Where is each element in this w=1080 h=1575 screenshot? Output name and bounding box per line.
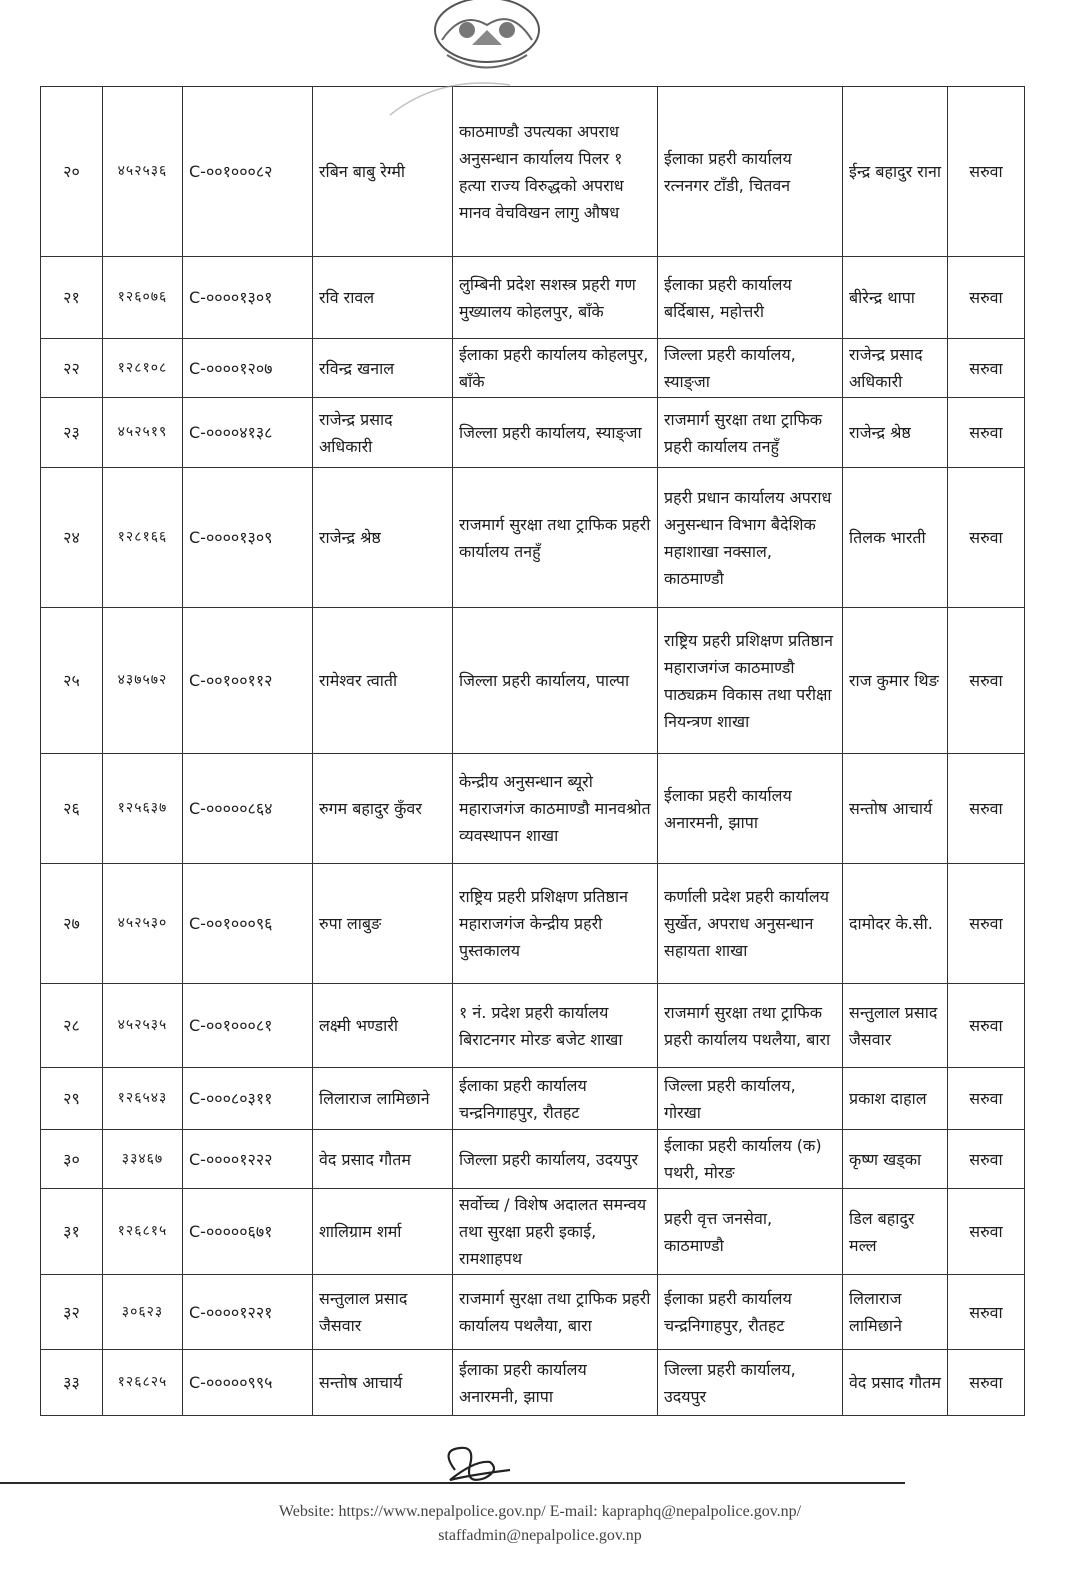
- code-number-cell: C-०००००६७१: [183, 1189, 313, 1275]
- transfer-type-cell: सरुवा: [948, 87, 1025, 257]
- code-number-cell: C-००१०००९६: [183, 864, 313, 984]
- transfer-office-cell: कर्णाली प्रदेश प्रहरी कार्यालय सुर्खेत, अपराध अनुसन्धान सहायता शाखा: [658, 864, 843, 984]
- swap-with-cell: सन्तुलाल प्रसाद जैसवार: [843, 984, 948, 1068]
- current-office-cell: लुम्बिनी प्रदेश सशस्त्र प्रहरी गण मुख्यालय कोहलपुर, बाँके: [453, 257, 658, 339]
- employee-name-cell: लक्ष्मी भण्डारी: [313, 984, 453, 1068]
- employee-name-cell: राजेन्द्र प्रसाद अधिकारी: [313, 398, 453, 468]
- employee-name-cell: रबिन बाबु रेग्मी: [313, 87, 453, 257]
- serial-number-cell: ३०: [41, 1130, 103, 1189]
- swap-with-cell: ईन्द्र बहादुर राना: [843, 87, 948, 257]
- serial-number-cell: ३२: [41, 1275, 103, 1350]
- employee-name-cell: रामेश्वर त्वाती: [313, 608, 453, 754]
- serial-number-cell: ३१: [41, 1189, 103, 1275]
- table-row: [41, 608, 1025, 754]
- transfer-type-cell: सरुवा: [948, 1068, 1025, 1130]
- transfer-office-cell: राजमार्ग सुरक्षा तथा ट्राफिक प्रहरी कार्यालय तनहुँ: [658, 398, 843, 468]
- employee-name-cell: वेद प्रसाद गौतम: [313, 1130, 453, 1189]
- serial-number-cell: २६: [41, 754, 103, 864]
- code-number-cell: C-००००१३०९: [183, 468, 313, 608]
- transfer-table: [40, 86, 1025, 1416]
- swap-with-cell: तिलक भारती: [843, 468, 948, 608]
- table-row: [41, 1068, 1025, 1130]
- footer-contact-line: Website: https://www.nepalpolice.gov.np/ E-mail: kapraphq@nepalpolice.gov.np/: [278, 1503, 802, 1520]
- serial-number-cell: २९: [41, 1068, 103, 1130]
- table-row: [41, 1189, 1025, 1275]
- employee-id-cell: १२८१६६: [103, 468, 183, 608]
- footer-email-line: staffadmin@nepalpolice.gov.np: [438, 1527, 642, 1544]
- swap-with-cell: सन्तोष आचार्य: [843, 754, 948, 864]
- employee-name-cell: लिलाराज लामिछाने: [313, 1068, 453, 1130]
- serial-number-cell: २३: [41, 398, 103, 468]
- table-row: [41, 257, 1025, 339]
- table-row: [41, 1275, 1025, 1350]
- transfer-office-cell: प्रहरी प्रधान कार्यालय अपराध अनुसन्धान विभाग बैदेशिक महाशाखा नक्साल, काठमाण्डौ: [658, 468, 843, 608]
- employee-name-cell: रवि रावल: [313, 257, 453, 339]
- transfer-office-cell: जिल्ला प्रहरी कार्यालय, उदयपुर: [658, 1350, 843, 1416]
- code-number-cell: C-००००१३०१: [183, 257, 313, 339]
- current-office-cell: ईलाका प्रहरी कार्यालय कोहलपुर, बाँके: [453, 339, 658, 398]
- serial-number-cell: २२: [41, 339, 103, 398]
- swap-with-cell: राज कुमार थिङ: [843, 608, 948, 754]
- swap-with-cell: दामोदर के.सी.: [843, 864, 948, 984]
- employee-name-cell: सन्तोष आचार्य: [313, 1350, 453, 1416]
- swap-with-cell: लिलाराज लामिछाने: [843, 1275, 948, 1350]
- employee-id-cell: ३३४६७: [103, 1130, 183, 1189]
- current-office-cell: राजमार्ग सुरक्षा तथा ट्राफिक प्रहरी कार्यालय तनहुँ: [453, 468, 658, 608]
- table-row: [41, 339, 1025, 398]
- employee-id-cell: ४५२५३५: [103, 984, 183, 1068]
- transfer-office-cell: राष्ट्रिय प्रहरी प्रशिक्षण प्रतिष्ठान महाराजगंज काठमाण्डौ पाठ्यक्रम विकास तथा परीक्षा नियन्त्रण शाखा: [658, 608, 843, 754]
- serial-number-cell: २४: [41, 468, 103, 608]
- transfer-type-cell: सरुवा: [948, 608, 1025, 754]
- serial-number-cell: २७: [41, 864, 103, 984]
- transfer-office-cell: ईलाका प्रहरी कार्यालय बर्दिबास, महोत्तरी: [658, 257, 843, 339]
- transfer-type-cell: सरुवा: [948, 468, 1025, 608]
- current-office-cell: जिल्ला प्रहरी कार्यालय, स्याङ्जा: [453, 398, 658, 468]
- employee-id-cell: ४३७५७२: [103, 608, 183, 754]
- transfer-type-cell: सरुवा: [948, 1350, 1025, 1416]
- serial-number-cell: ३३: [41, 1350, 103, 1416]
- serial-number-cell: २८: [41, 984, 103, 1068]
- table-row: [41, 398, 1025, 468]
- transfer-type-cell: सरुवा: [948, 864, 1025, 984]
- table-row: [41, 984, 1025, 1068]
- current-office-cell: सर्वोच्च / विशेष अदालत समन्वय तथा सुरक्षा प्रहरी इकाई, रामशाहपथ: [453, 1189, 658, 1275]
- footer-rule: [0, 1482, 905, 1484]
- swap-with-cell: कृष्ण खड्का: [843, 1130, 948, 1189]
- table-row: [41, 468, 1025, 608]
- code-number-cell: C-०००००९९५: [183, 1350, 313, 1416]
- transfer-office-cell: ईलाका प्रहरी कार्यालय (क) पथरी, मोरङ: [658, 1130, 843, 1189]
- transfer-office-cell: जिल्ला प्रहरी कार्यालय, स्याङ्जा: [658, 339, 843, 398]
- current-office-cell: केन्द्रीय अनुसन्धान ब्यूरो महाराजगंज काठमाण्डौ मानवश्रोत व्यवस्थापन शाखा: [453, 754, 658, 864]
- employee-id-cell: १२६०७६: [103, 257, 183, 339]
- transfer-type-cell: सरुवा: [948, 754, 1025, 864]
- transfer-type-cell: सरुवा: [948, 984, 1025, 1068]
- current-office-cell: राष्ट्रिय प्रहरी प्रशिक्षण प्रतिष्ठान महाराजगंज केन्द्रीय प्रहरी पुस्तकालय: [453, 864, 658, 984]
- table-row: [41, 864, 1025, 984]
- serial-number-cell: २५: [41, 608, 103, 754]
- employee-id-cell: १२५६३७: [103, 754, 183, 864]
- current-office-cell: जिल्ला प्रहरी कार्यालय, उदयपुर: [453, 1130, 658, 1189]
- code-number-cell: C-०००००८६४: [183, 754, 313, 864]
- transfer-office-cell: ईलाका प्रहरी कार्यालय रत्ननगर टाँडी, चितवन: [658, 87, 843, 257]
- current-office-cell: ईलाका प्रहरी कार्यालय चन्द्रनिगाहपुर, रौतहट: [453, 1068, 658, 1130]
- employee-id-cell: ४५२५१९: [103, 398, 183, 468]
- code-number-cell: C-०००८०३११: [183, 1068, 313, 1130]
- current-office-cell: जिल्ला प्रहरी कार्यालय, पाल्पा: [453, 608, 658, 754]
- employee-id-cell: १२६५४३: [103, 1068, 183, 1130]
- swap-with-cell: डिल बहादुर मल्ल: [843, 1189, 948, 1275]
- current-office-cell: १ नं. प्रदेश प्रहरी कार्यालय बिराटनगर मोरङ बजेट शाखा: [453, 984, 658, 1068]
- code-number-cell: C-००००४१३८: [183, 398, 313, 468]
- current-office-cell: ईलाका प्रहरी कार्यालय अनारमनी, झापा: [453, 1350, 658, 1416]
- transfer-office-cell: प्रहरी वृत्त जनसेवा, काठमाण्डौ: [658, 1189, 843, 1275]
- serial-number-cell: २१: [41, 257, 103, 339]
- transfer-type-cell: सरुवा: [948, 339, 1025, 398]
- swap-with-cell: वेद प्रसाद गौतम: [843, 1350, 948, 1416]
- transfer-type-cell: सरुवा: [948, 1130, 1025, 1189]
- current-office-cell: राजमार्ग सुरक्षा तथा ट्राफिक प्रहरी कार्यालय पथलैया, बारा: [453, 1275, 658, 1350]
- code-number-cell: C-००१००११२: [183, 608, 313, 754]
- table-row: [41, 1130, 1025, 1189]
- employee-id-cell: १२६८१५: [103, 1189, 183, 1275]
- serial-number-cell: २०: [41, 87, 103, 257]
- swap-with-cell: बीरेन्द्र थापा: [843, 257, 948, 339]
- employee-id-cell: १२८१०८: [103, 339, 183, 398]
- employee-name-cell: रुगम बहादुर कुँवर: [313, 754, 453, 864]
- government-seal-icon: [412, 0, 562, 88]
- swap-with-cell: राजेन्द्र श्रेष्ठ: [843, 398, 948, 468]
- transfer-type-cell: सरुवा: [948, 1189, 1025, 1275]
- swap-with-cell: राजेन्द्र प्रसाद अधिकारी: [843, 339, 948, 398]
- employee-name-cell: रुपा लाबुङ: [313, 864, 453, 984]
- table-body: [41, 87, 1025, 1416]
- transfer-type-cell: सरुवा: [948, 1275, 1025, 1350]
- employee-name-cell: शालिग्राम शर्मा: [313, 1189, 453, 1275]
- transfer-office-cell: राजमार्ग सुरक्षा तथा ट्राफिक प्रहरी कार्यालय पथलैया, बारा: [658, 984, 843, 1068]
- table-row: [41, 87, 1025, 257]
- code-number-cell: C-००००१२२२: [183, 1130, 313, 1189]
- employee-id-cell: ३०६२३: [103, 1275, 183, 1350]
- transfer-office-cell: ईलाका प्रहरी कार्यालय अनारमनी, झापा: [658, 754, 843, 864]
- code-number-cell: C-००००१२०७: [183, 339, 313, 398]
- employee-name-cell: रविन्द्र खनाल: [313, 339, 453, 398]
- table-row: [41, 1350, 1025, 1416]
- code-number-cell: C-००१०००८१: [183, 984, 313, 1068]
- footer: [0, 1500, 1080, 1548]
- transfer-office-cell: ईलाका प्रहरी कार्यालय चन्द्रनिगाहपुर, रौतहट: [658, 1275, 843, 1350]
- employee-id-cell: १२६८२५: [103, 1350, 183, 1416]
- transfer-type-cell: सरुवा: [948, 257, 1025, 339]
- employee-id-cell: ४५२५३०: [103, 864, 183, 984]
- code-number-cell: C-००००१२२१: [183, 1275, 313, 1350]
- current-office-cell: काठमाण्डौ उपत्यका अपराध अनुसन्धान कार्यालय पिलर १ हत्या राज्य विरुद्धको अपराध मानव वेचविखन लागु औषध: [453, 87, 658, 257]
- code-number-cell: C-००१०००८२: [183, 87, 313, 257]
- transfer-type-cell: सरुवा: [948, 398, 1025, 468]
- employee-name-cell: राजेन्द्र श्रेष्ठ: [313, 468, 453, 608]
- swap-with-cell: प्रकाश दाहाल: [843, 1068, 948, 1130]
- employee-name-cell: सन्तुलाल प्रसाद जैसवार: [313, 1275, 453, 1350]
- transfer-office-cell: जिल्ला प्रहरी कार्यालय, गोरखा: [658, 1068, 843, 1130]
- employee-id-cell: ४५२५३६: [103, 87, 183, 257]
- table-row: [41, 754, 1025, 864]
